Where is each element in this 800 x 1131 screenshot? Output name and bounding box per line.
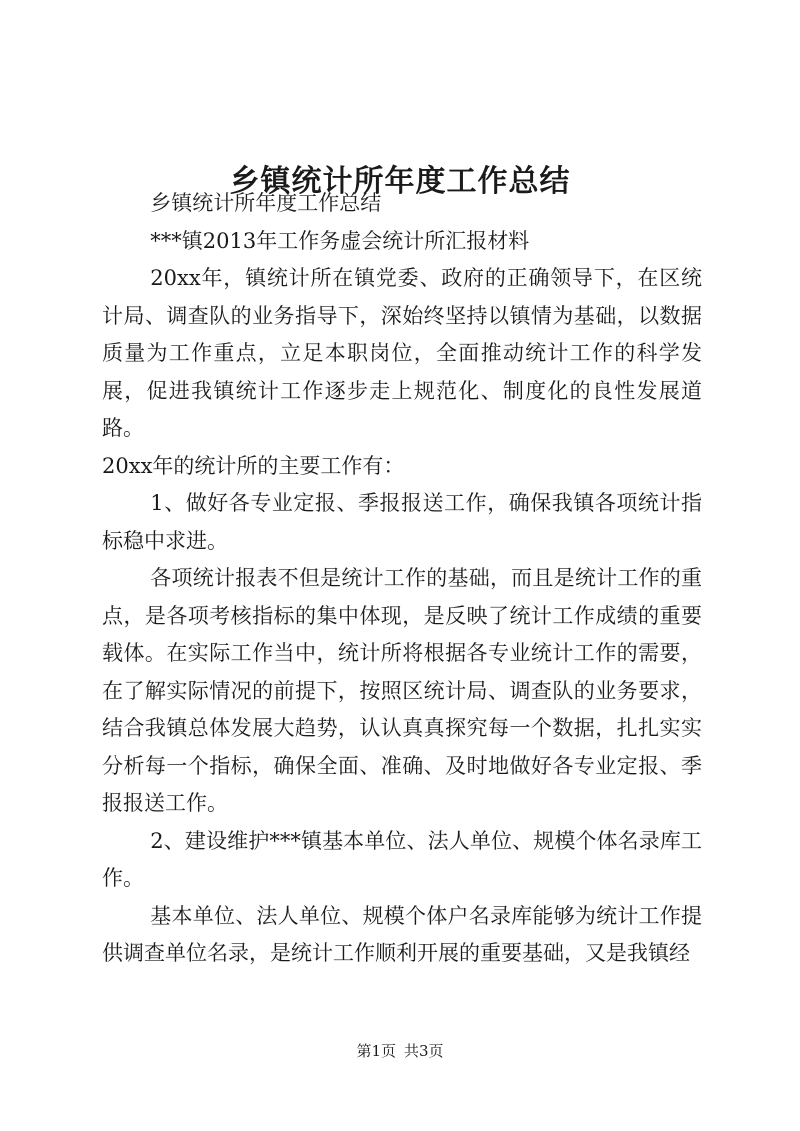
page-footer [0, 1040, 800, 1062]
work-list-intro: 20xx年的统计所的主要工作有： [102, 453, 405, 478]
section-heading-1: 1、做好各专业定报、季报报送工作，确保我镇各项统计指标稳中求进。 [102, 491, 702, 553]
document-title: 乡镇统计所年度工作总结 [229, 164, 571, 200]
subtitle-paragraph: 乡镇统计所年度工作总结 [150, 191, 382, 215]
section-body-2: 基本单位、法人单位、规模个体户名录库能够为统计工作提供调查单位名录，是统计工作顺利开展的重要基础，又是我镇经 [102, 903, 702, 965]
document-body [102, 185, 702, 973]
page-total: 共3页 [404, 1042, 444, 1060]
intro-paragraph: 20xx年，镇统计所在镇党委、政府的正确领导下，在区统计局、调查队的业务指导下，深始终坚持以镇情为基础，以数据质量为工作重点，立足本职岗位，全面推动统计工作的科学发展，促进我镇统计工作逐步走上规范化、制度化的良性发展道路。 [102, 266, 702, 440]
section-body-1: 各项统计报表不但是统计工作的基础，而且是统计工作的重点，是各项考核指标的集中体现，是反映了统计工作成绩的重要载体。在实际工作当中，统计所将根据各专业统计工作的需要，在了解实际情况的前提下，按照区统计局、调查队的业务要求，结合我镇总体发展大趋势，认认真真探究每一个数据，扎扎实实分析每一个指标，确保全面、准确、及时地做好各专业定报、季报报送工作。 [102, 566, 702, 815]
section-heading-2: 2、建设维护***镇基本单位、法人单位、规模个体名录库工作。 [102, 828, 702, 890]
report-heading-paragraph: ***镇2013年工作务虚会统计所汇报材料 [150, 228, 530, 253]
page-number: 第1页 [356, 1042, 396, 1060]
